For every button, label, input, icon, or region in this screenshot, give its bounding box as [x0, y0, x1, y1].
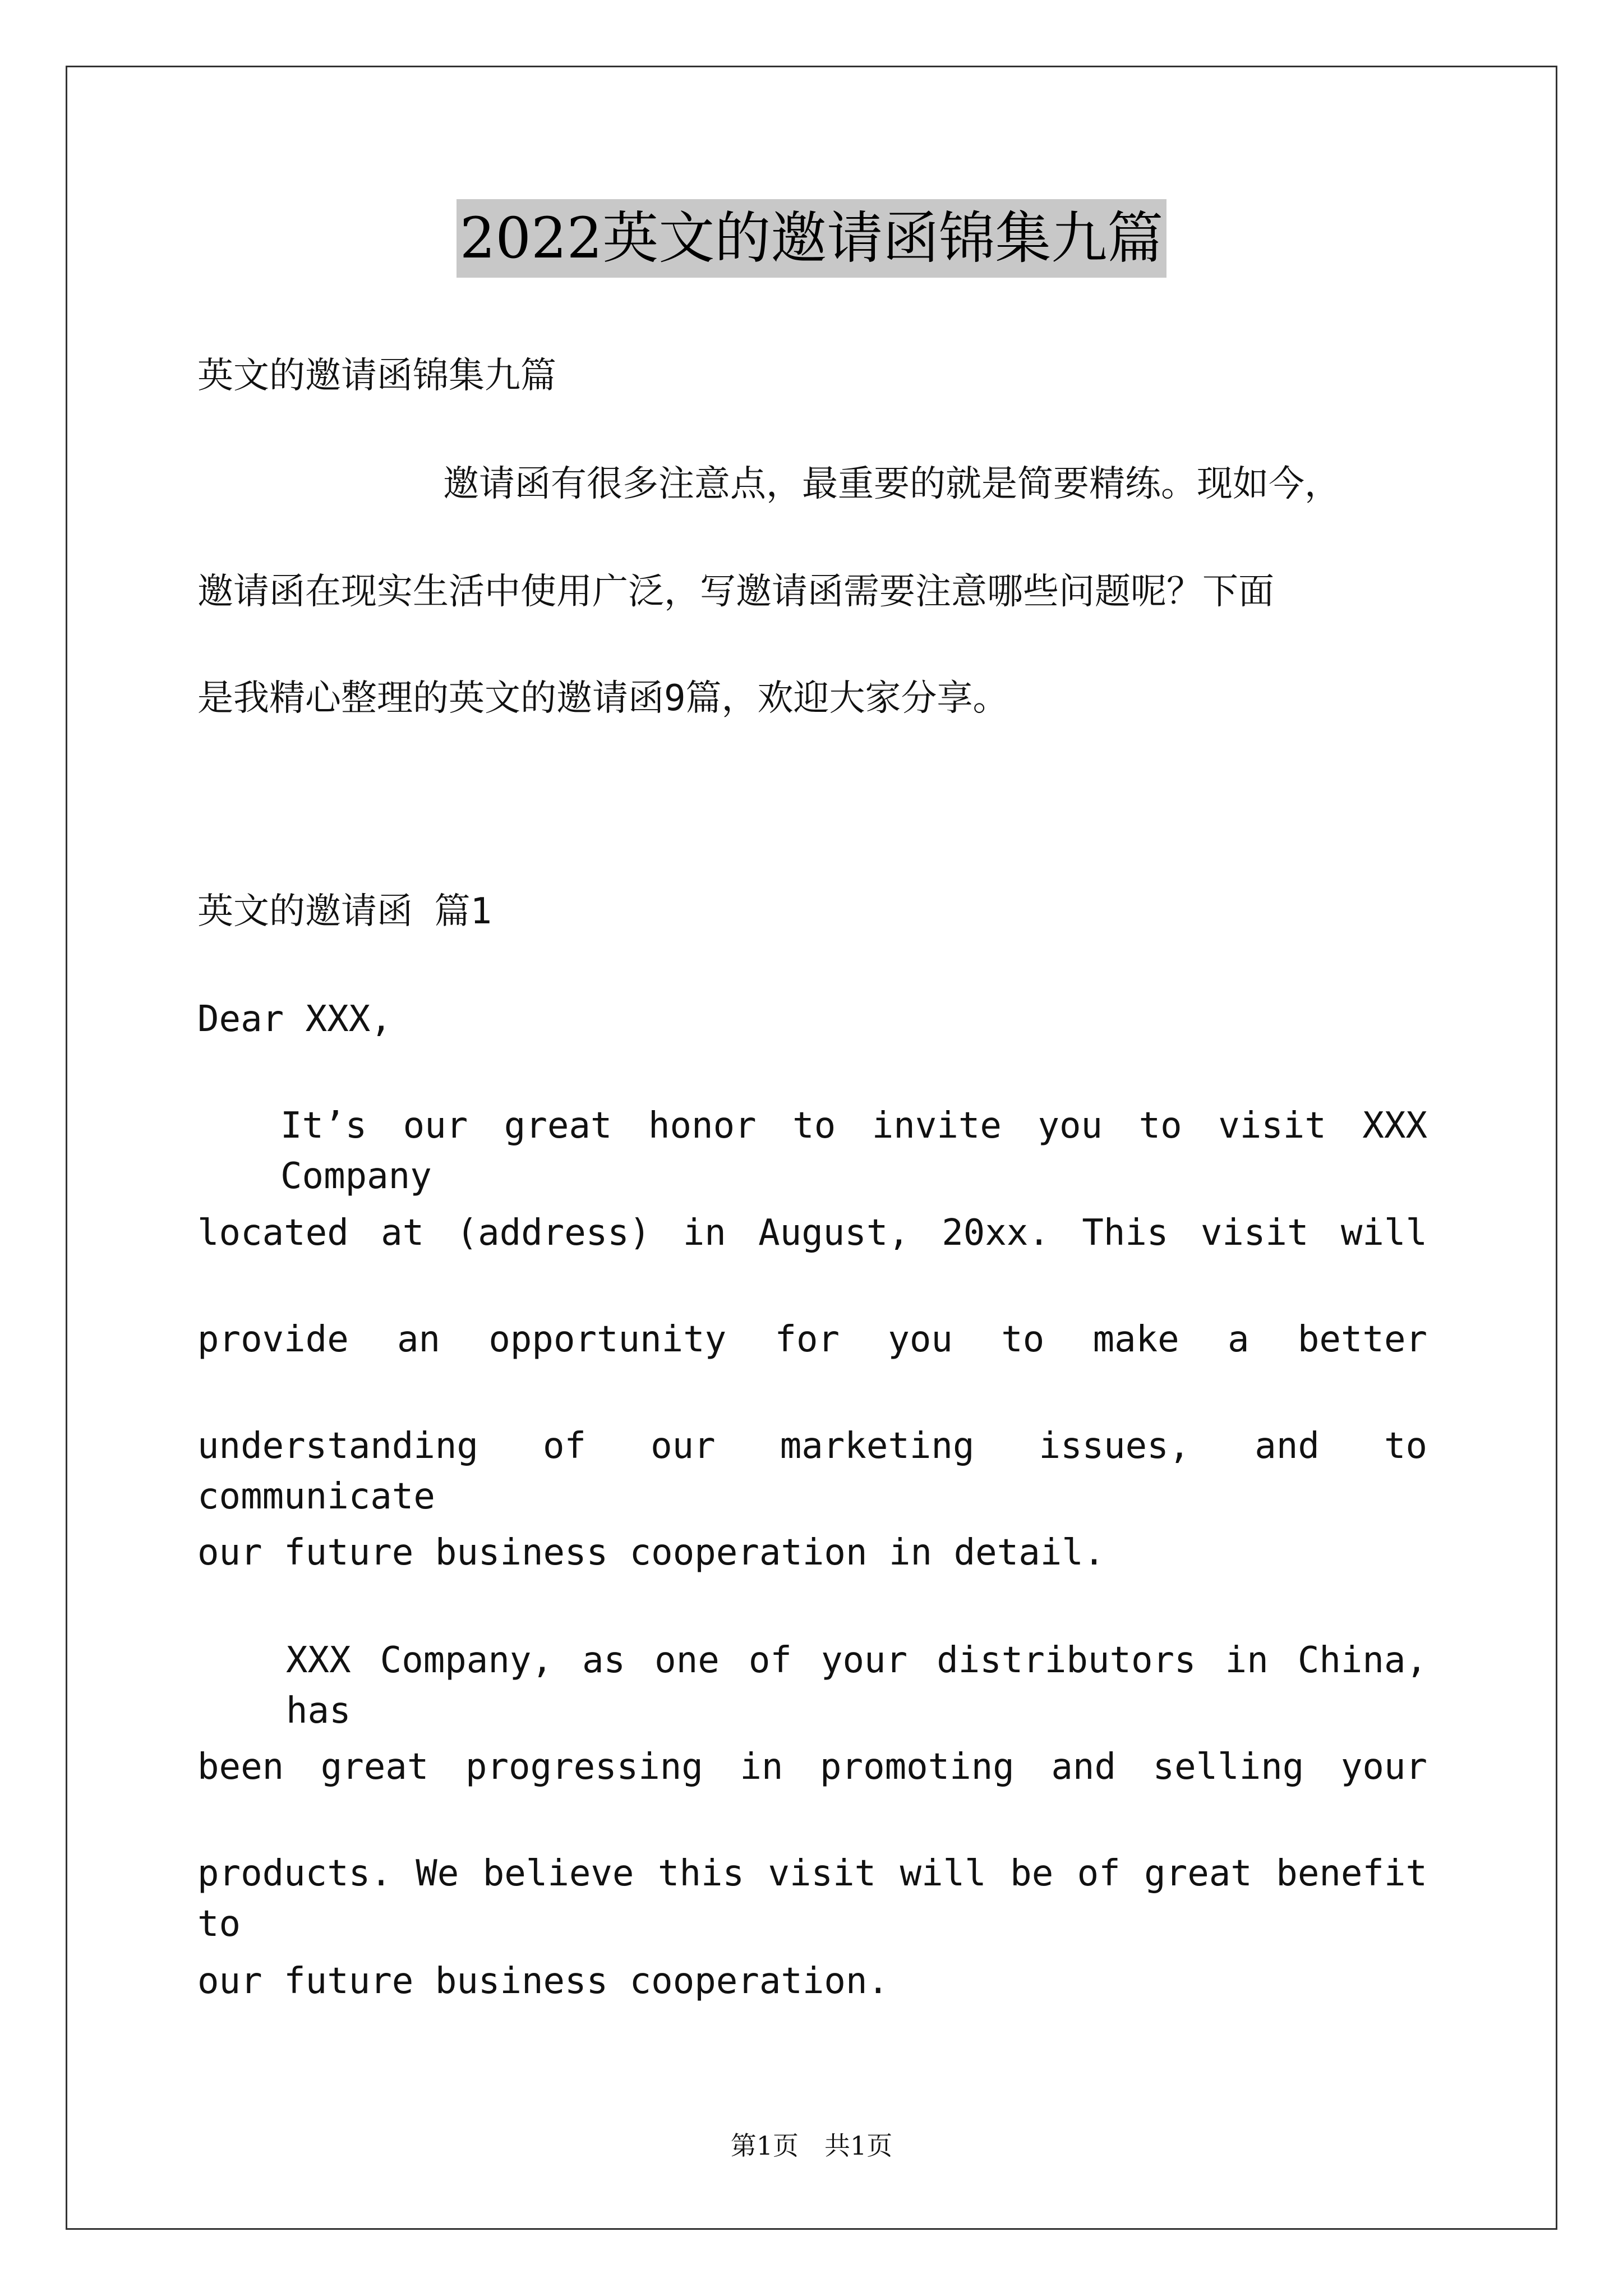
paragraph2-line-2: been great progressing in promoting and selling your — [197, 1746, 1427, 1788]
section-heading: 英文的邀请函 篇1 — [197, 891, 492, 932]
intro-line-1: 邀请函有很多注意点，最重要的就是简要精练。现如今， — [443, 463, 1340, 505]
intro-line-3: 是我精心整理的英文的邀请函9篇，欢迎大家分享。 — [197, 678, 1009, 719]
paragraph1-line-2: located at (address) in August, 20xx. This visit will — [197, 1212, 1427, 1254]
paragraph1-line-1: It’s our great honor to invite you to visit XXX Company — [280, 1105, 1427, 1197]
paragraph2-line-4: our future business cooperation. — [197, 1961, 889, 2002]
intro-line-2: 邀请函在现实生活中使用广泛，写邀请函需要注意哪些问题呢？下面 — [197, 571, 1274, 613]
title-container — [0, 199, 1623, 278]
paragraph2-line-1: XXX Company, as one of your distributors in China, has — [286, 1640, 1427, 1732]
paragraph2-line-3: products. We believe this visit will be of great benefit to — [197, 1853, 1427, 1945]
paragraph1-line-3: provide an opportunity for you to make a better — [197, 1319, 1427, 1360]
document-subtitle: 英文的邀请函锦集九篇 — [197, 355, 556, 397]
paragraph1-line-4: understanding of our marketing issues, and to communicate — [197, 1425, 1427, 1517]
salutation: Dear XXX, — [197, 999, 392, 1040]
document-title: 2022英文的邀请函锦集九篇 — [457, 199, 1167, 278]
paragraph1-line-5: our future business cooperation in detail. — [197, 1532, 1105, 1573]
page-number-footer: 第1页 共1页 — [730, 2131, 893, 2161]
